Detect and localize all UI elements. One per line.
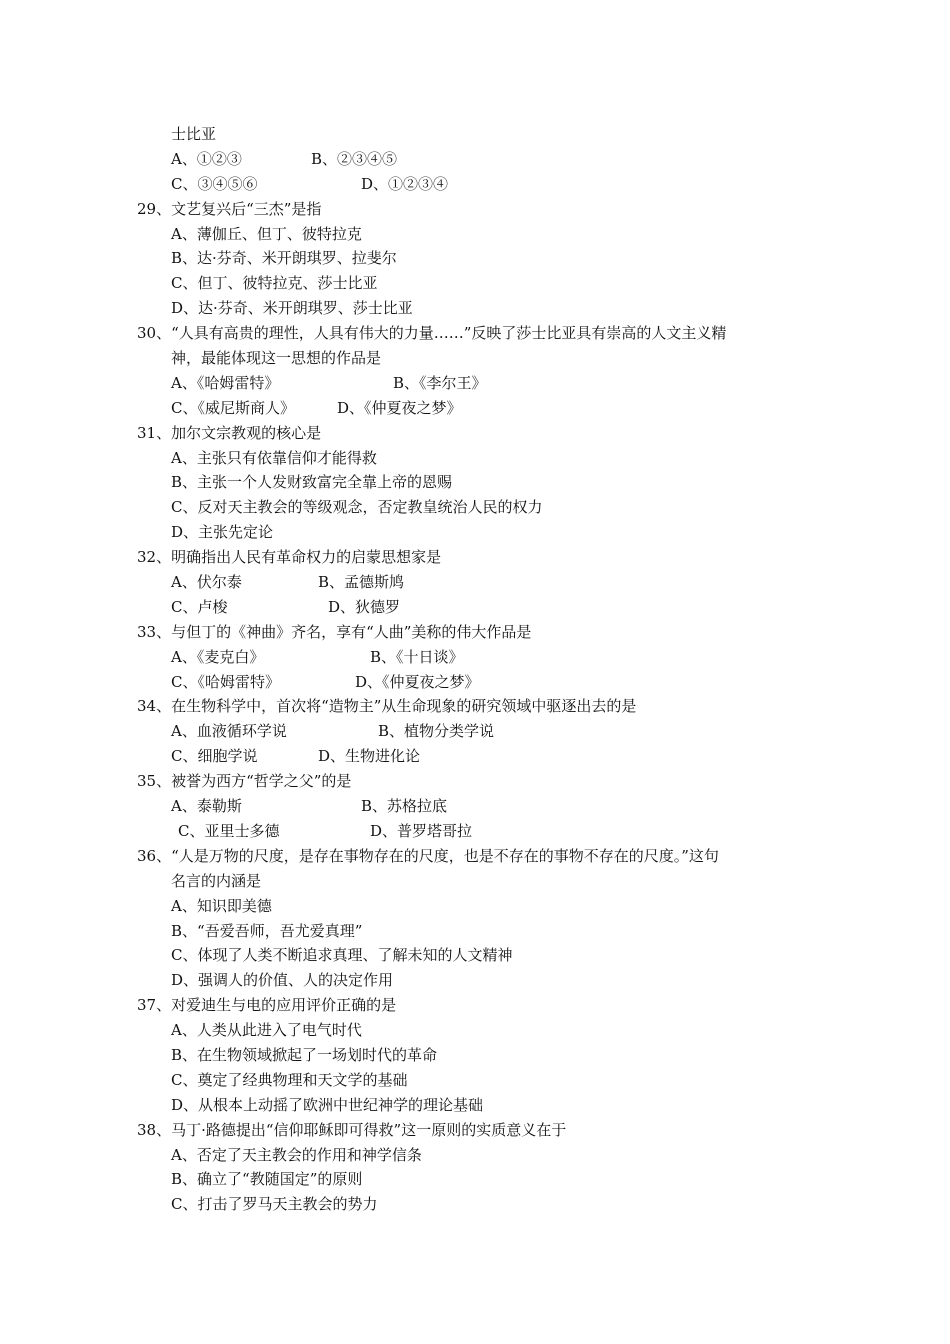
q28-option-a: A、①②③ — [171, 149, 242, 168]
q32-option-c: C、卢梭 — [171, 597, 228, 616]
q37-option-a-text: A、人类从此进入了电气时代 — [171, 1021, 362, 1040]
q37-stem-text: 37、对爱迪生与电的应用评价正确的是 — [137, 996, 397, 1015]
q35-stem-text: 35、被誉为西方“哲学之父”的是 — [137, 772, 352, 791]
q37-option-d-text: D、从根本上动摇了欧洲中世纪神学的理论基础 — [171, 1095, 484, 1114]
q34-options-row-2 — [0, 744, 950, 769]
q29-option-c-text: C、但丁、彼特拉克、莎士比亚 — [171, 274, 378, 293]
q37-stem — [0, 993, 950, 1018]
q31-option-a-text: A、主张只有依靠信仰才能得救 — [171, 448, 377, 467]
q29-option-c — [0, 271, 950, 296]
q35-options-row-1 — [0, 794, 950, 819]
q31-option-d — [0, 520, 950, 545]
q36-option-a-text: A、知识即美德 — [171, 896, 272, 915]
q33-option-b: B、《十日谈》 — [370, 647, 464, 666]
continued-text: 士比亚 — [171, 125, 217, 143]
q30-stem-text-1: 30、“人具有高贵的理性，人具有伟大的力量……”反映了莎士比亚具有崇高的人文主义精 — [137, 324, 727, 343]
q33-stem-text: 33、与但丁的《神曲》齐名，享有“人曲”美称的伟大作品是 — [137, 622, 532, 641]
q28-option-c: C、③④⑤⑥ — [171, 174, 258, 193]
q34-stem-text: 34、在生物科学中，首次将“造物主”从生命现象的研究领域中驱逐出去的是 — [137, 697, 637, 716]
q37-option-c — [0, 1068, 950, 1093]
q35-option-a: A、泰勒斯 — [171, 797, 242, 816]
q36-option-c — [0, 943, 950, 968]
q31-option-b-text: B、主张一个人发财致富完全靠上帝的恩赐 — [171, 473, 453, 492]
q35-option-c: C、亚里士多德 — [178, 821, 280, 840]
q38-option-a-text: A、否定了天主教会的作用和神学信条 — [171, 1145, 422, 1164]
q36-option-b-text: B、“吾爱吾师，吾尤爱真理” — [171, 921, 363, 940]
q38-option-b — [0, 1167, 950, 1192]
q30-options-row-2 — [0, 396, 950, 421]
q29-option-d — [0, 296, 950, 321]
q37-option-a — [0, 1018, 950, 1043]
q29-option-a-text: A、薄伽丘、但丁、彼特拉克 — [171, 224, 362, 243]
q32-options-row-2 — [0, 595, 950, 620]
q28-option-b: B、②③④⑤ — [311, 149, 398, 168]
q38-option-b-text: B、确立了“教随国定”的原则 — [171, 1170, 363, 1189]
q29-option-a — [0, 222, 950, 247]
q34-option-c: C、细胞学说 — [171, 747, 258, 766]
q34-option-d: D、生物进化论 — [318, 747, 421, 766]
q30-option-d: D、《仲夏夜之梦》 — [337, 398, 462, 417]
q35-options-row-2 — [0, 819, 950, 844]
q28-options-row-2 — [0, 172, 950, 197]
q36-option-d-text: D、强调人的价值、人的决定作用 — [171, 971, 394, 990]
q35-stem — [0, 769, 950, 794]
q36-stem-text-1: 36、“人是万物的尺度，是存在事物存在的尺度，也是不存在的事物不存在的尺度。”这句 — [137, 846, 719, 865]
q31-option-a — [0, 446, 950, 471]
q28-options-row-1 — [0, 147, 950, 172]
q30-stem-line-1 — [0, 321, 950, 346]
q33-options-row-1 — [0, 645, 950, 670]
exam-page — [0, 122, 950, 1217]
q36-stem-line-1 — [0, 844, 950, 869]
q31-option-c-text: C、反对天主教会的等级观念，否定教皇统治人民的权力 — [171, 498, 543, 517]
q30-stem-text-2: 神，最能体现这一思想的作品是 — [171, 349, 382, 368]
continued-text-line — [0, 122, 950, 147]
q36-option-c-text: C、体现了人类不断追求真理、了解未知的人文精神 — [171, 946, 513, 965]
q36-stem-line-2 — [0, 869, 950, 894]
q30-option-c: C、《威尼斯商人》 — [171, 398, 295, 417]
q29-option-d-text: D、达·芬奇、米开朗琪罗、莎士比亚 — [171, 299, 413, 318]
q29-option-b — [0, 246, 950, 271]
q38-stem — [0, 1118, 950, 1143]
q33-options-row-2 — [0, 670, 950, 695]
q36-option-a — [0, 894, 950, 919]
q38-option-c — [0, 1192, 950, 1217]
q36-option-b — [0, 919, 950, 944]
q37-option-b-text: B、在生物领域掀起了一场划时代的革命 — [171, 1045, 438, 1064]
q32-option-b: B、孟德斯鸠 — [318, 573, 405, 592]
q30-options-row-1 — [0, 371, 950, 396]
q31-option-b — [0, 470, 950, 495]
q36-option-d — [0, 968, 950, 993]
q38-option-c-text: C、打击了罗马天主教会的势力 — [171, 1195, 378, 1214]
q36-stem-text-2: 名言的内涵是 — [171, 871, 262, 890]
q34-stem — [0, 694, 950, 719]
q32-stem-text: 32、明确指出人民有革命权力的启蒙思想家是 — [137, 548, 442, 567]
q32-options-row-1 — [0, 570, 950, 595]
q33-stem — [0, 620, 950, 645]
q33-option-c: C、《哈姆雷特》 — [171, 672, 280, 691]
q38-stem-text: 38、马丁·路德提出“信仰耶稣即可得救”这一原则的实质意义在于 — [137, 1120, 567, 1139]
q32-option-a: A、伏尔泰 — [171, 573, 242, 592]
q29-stem — [0, 197, 950, 222]
q28-option-d: D、①②③④ — [361, 174, 449, 193]
q30-option-a: A、《哈姆雷特》 — [171, 373, 280, 392]
q34-option-b: B、植物分类学说 — [378, 722, 495, 741]
q31-stem — [0, 421, 950, 446]
q31-option-d-text: D、主张先定论 — [171, 523, 274, 542]
q37-option-c-text: C、奠定了经典物理和天文学的基础 — [171, 1070, 408, 1089]
q38-option-a — [0, 1143, 950, 1168]
q34-option-a: A、血液循环学说 — [171, 722, 287, 741]
q34-options-row-1 — [0, 719, 950, 744]
q35-option-b: B、苏格拉底 — [361, 797, 448, 816]
q32-stem — [0, 545, 950, 570]
q30-stem-line-2 — [0, 346, 950, 371]
q30-option-b: B、《李尔王》 — [393, 373, 487, 392]
q35-option-d: D、普罗塔哥拉 — [370, 821, 473, 840]
q33-option-d: D、《仲夏夜之梦》 — [355, 672, 480, 691]
q37-option-b — [0, 1043, 950, 1068]
q31-option-c — [0, 495, 950, 520]
q32-option-d: D、狄德罗 — [328, 597, 401, 616]
q37-option-d — [0, 1093, 950, 1118]
q31-stem-text: 31、加尔文宗教观的核心是 — [137, 423, 322, 442]
q33-option-a: A、《麦克白》 — [171, 647, 265, 666]
q29-stem-text: 29、文艺复兴后“三杰”是指 — [137, 199, 322, 218]
q29-option-b-text: B、达·芬奇、米开朗琪罗、拉斐尔 — [171, 249, 397, 268]
